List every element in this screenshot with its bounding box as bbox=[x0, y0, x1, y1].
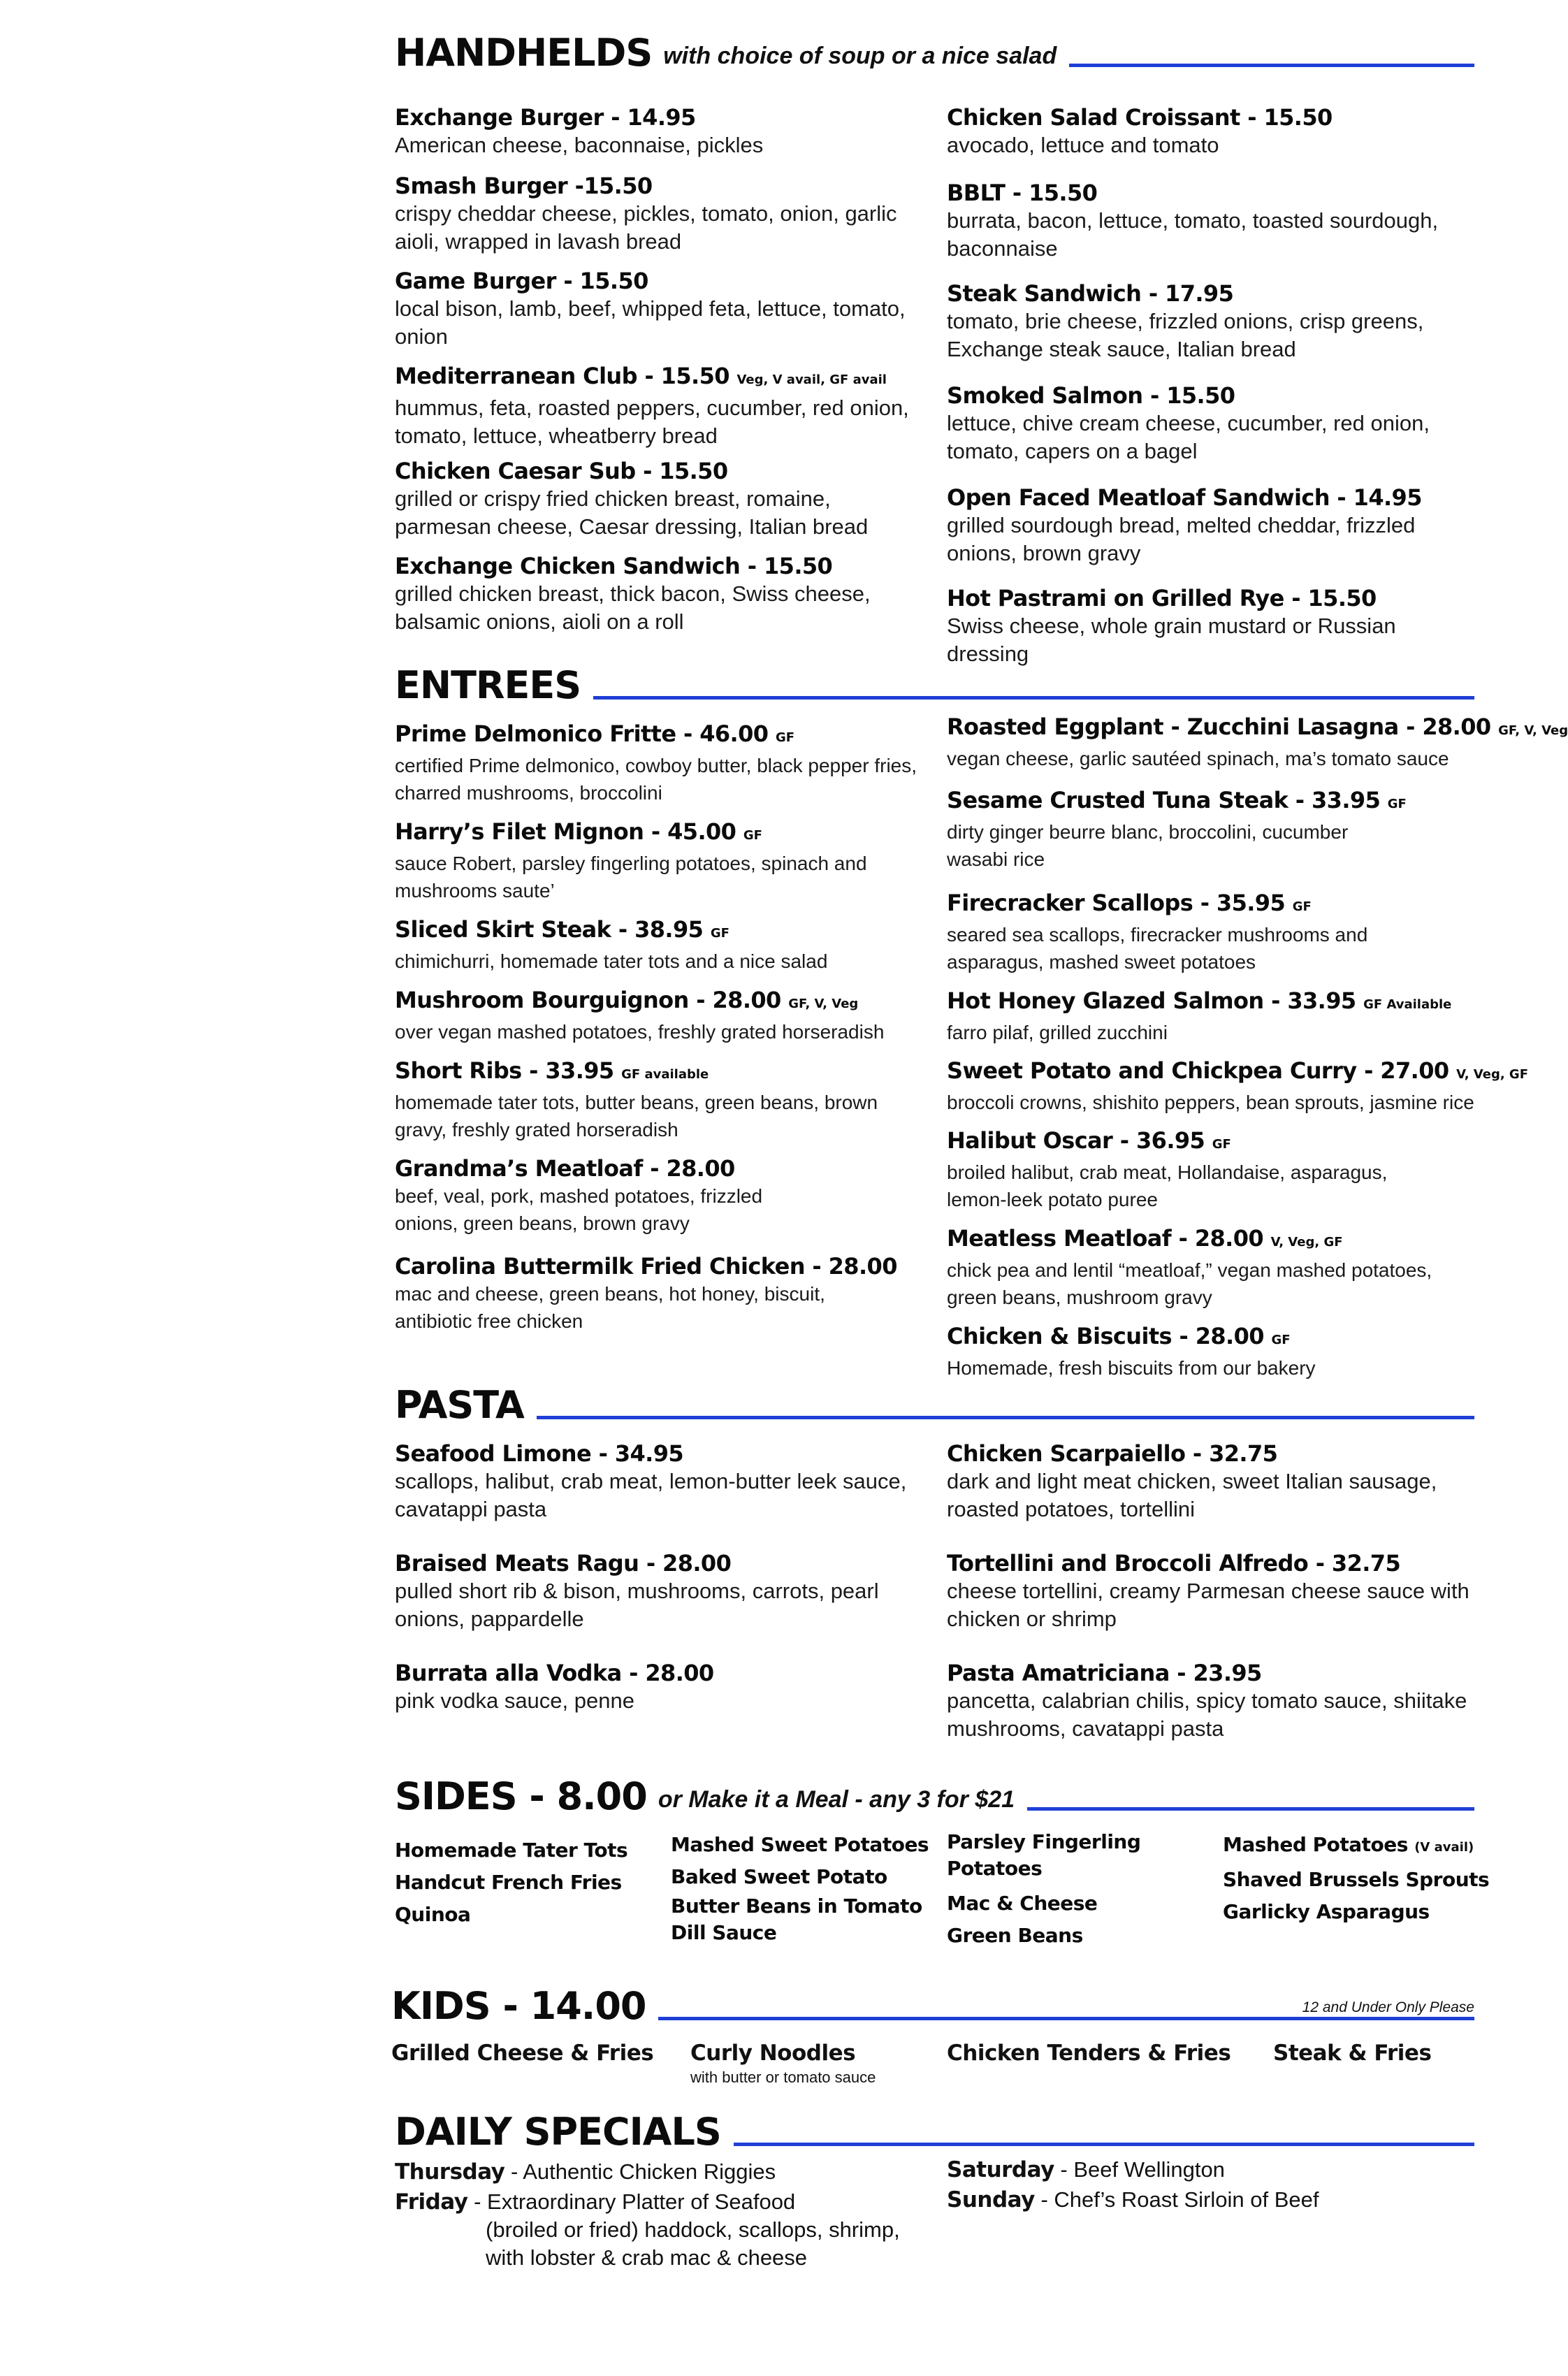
item-name bbox=[395, 720, 926, 752]
item-name: Seafood Limone - 34.95 bbox=[395, 1440, 684, 1467]
handhelds-title: HANDHELDS bbox=[395, 31, 653, 75]
special-friday-detail bbox=[486, 2216, 900, 2272]
item-description: farro pilaf, grilled zucchini bbox=[947, 1022, 1168, 1043]
side-item: Shaved Brussels Sprouts bbox=[1223, 1868, 1490, 1891]
entrees-title: ENTREES bbox=[395, 663, 581, 707]
item-description: tomato, brie cheese, frizzled onions, crisp greens, Exchange steak sauce, Italian bread bbox=[947, 309, 1424, 361]
item-description: over vegan mashed potatoes, freshly grated horseradish bbox=[395, 1021, 885, 1043]
item-description: dark and light meat chicken, sweet Italian sausage, roasted potatoes, tortellini bbox=[947, 1469, 1437, 1521]
menu-item bbox=[395, 1252, 926, 1335]
item-description: Homemade, fresh biscuits from our bakery bbox=[947, 1357, 1316, 1379]
item-description: grilled or crispy fried chicken breast, romaine, parmesan cheese, Caesar dressing, Italian bread bbox=[395, 486, 869, 539]
item-description: lettuce, chive cream cheese, cucumber, red onion, tomato, capers on a bagel bbox=[947, 411, 1430, 463]
item-name-text: Mushroom Bourguignon - 28.00 bbox=[395, 987, 781, 1013]
item-name bbox=[395, 915, 926, 948]
menu-item bbox=[947, 280, 1478, 363]
section-divider bbox=[1069, 64, 1474, 67]
specials-header bbox=[395, 2100, 1474, 2153]
kids-item: Grilled Cheese & Fries bbox=[391, 2041, 654, 2066]
pasta-title: PASTA bbox=[395, 1383, 524, 1427]
pasta-section bbox=[395, 1373, 1474, 1765]
special-dish: Extraordinary Platter of Seafood bbox=[487, 2189, 796, 2214]
item-description: broiled halibut, crab meat, Hollandaise, asparagus, lemon-leek potato puree bbox=[947, 1161, 1388, 1210]
special-separator: - bbox=[1054, 2157, 1074, 2182]
item-description: burrata, bacon, lettuce, tomato, toasted sourdough, baconnaise bbox=[947, 208, 1439, 261]
item-description: certified Prime delmonico, cowboy butter, black pepper fries, charred mushrooms, broccolini bbox=[395, 755, 917, 804]
special-separator: - bbox=[504, 2159, 523, 2184]
menu-item bbox=[947, 786, 1478, 873]
dietary-tag: Veg, V avail, GF avail bbox=[736, 372, 887, 387]
item-name: Pasta Amatriciana - 23.95 bbox=[947, 1660, 1262, 1686]
menu-item bbox=[947, 1440, 1478, 1523]
item-description: grilled sourdough bread, melted cheddar, frizzled onions, brown gravy bbox=[947, 513, 1416, 565]
item-name: Grandma’s Meatloaf - 28.00 bbox=[395, 1155, 735, 1182]
dietary-tag: GF, V, Veg bbox=[788, 997, 859, 1011]
special-detail-line: with lobster & crab mac & cheese bbox=[486, 2245, 808, 2270]
item-name: Exchange Burger - 14.95 bbox=[395, 104, 696, 131]
dietary-tag: (V avail) bbox=[1414, 1840, 1474, 1855]
sides-title: SIDES - 8.00 bbox=[395, 1774, 647, 1818]
item-description: sauce Robert, parsley fingerling potatoes, spinach and mushrooms saute’ bbox=[395, 853, 867, 901]
special-saturday bbox=[947, 2156, 1225, 2184]
item-description: crispy cheddar cheese, pickles, tomato, onion, garlic aioli, wrapped in lavash bread bbox=[395, 201, 897, 254]
item-name: Burrata alla Vodka - 28.00 bbox=[395, 1660, 714, 1686]
item-name-text: Firecracker Scallops - 35.95 bbox=[947, 890, 1286, 916]
item-name: Chicken Salad Croissant - 15.50 bbox=[947, 104, 1333, 131]
item-name-text: Halibut Oscar - 36.95 bbox=[947, 1127, 1205, 1154]
item-description: dirty ginger beurre blanc, broccolini, cucumber wasabi rice bbox=[947, 821, 1349, 870]
item-description: hummus, feta, roasted peppers, cucumber, red onion, tomato, lettuce, wheatberry bread bbox=[395, 396, 909, 448]
dietary-tag: GF bbox=[776, 730, 795, 745]
item-description: pancetta, calabrian chilis, spicy tomato sauce, shiitake mushrooms, cavatappi pasta bbox=[947, 1688, 1467, 1741]
dietary-tag: GF bbox=[743, 828, 762, 843]
item-name bbox=[395, 986, 926, 1018]
handhelds-header bbox=[395, 21, 1474, 74]
special-thursday bbox=[395, 2158, 776, 2186]
item-description: pink vodka sauce, penne bbox=[395, 1688, 634, 1713]
section-divider bbox=[734, 2143, 1474, 2146]
item-name: Smoked Salmon - 15.50 bbox=[947, 382, 1235, 409]
special-day: Friday bbox=[395, 2189, 468, 2215]
daily-specials-section bbox=[395, 2100, 1474, 2338]
menu-item bbox=[395, 552, 926, 636]
kids-item: Chicken Tenders & Fries bbox=[947, 2041, 1231, 2066]
item-description: homemade tater tots, butter beans, green beans, brown gravy, freshly grated horseradish bbox=[395, 1092, 878, 1140]
item-description: cheese tortellini, creamy Parmesan cheese sauce with chicken or shrimp bbox=[947, 1579, 1469, 1631]
pasta-header bbox=[395, 1373, 1474, 1426]
item-name: Chicken Scarpaiello - 32.75 bbox=[947, 1440, 1278, 1467]
item-name-text: Harry’s Filet Mignon - 45.00 bbox=[395, 818, 736, 845]
item-name-text: Mediterranean Club - 15.50 bbox=[395, 363, 729, 389]
section-divider bbox=[593, 696, 1474, 700]
item-name: Hot Pastrami on Grilled Rye - 15.50 bbox=[947, 585, 1377, 611]
item-description: American cheese, baconnaise, pickles bbox=[395, 133, 764, 157]
kids-section bbox=[391, 1974, 1474, 2100]
specials-title: DAILY SPECIALS bbox=[395, 2110, 721, 2154]
item-description: Swiss cheese, whole grain mustard or Russian dressing bbox=[947, 614, 1396, 666]
menu-item bbox=[947, 484, 1478, 567]
dietary-tag: GF Available bbox=[1363, 997, 1452, 1012]
sides-section bbox=[395, 1765, 1490, 1974]
menu-item bbox=[947, 382, 1478, 465]
sides-column-4 bbox=[1223, 1829, 1490, 1928]
side-item: Homemade Tater Tots bbox=[395, 1839, 628, 1862]
item-name-text: Short Ribs - 33.95 bbox=[395, 1057, 614, 1084]
item-name: Open Faced Meatloaf Sandwich - 14.95 bbox=[947, 484, 1422, 511]
section-divider bbox=[1027, 1807, 1474, 1811]
menu-item bbox=[395, 720, 926, 806]
menu-item bbox=[947, 987, 1478, 1046]
item-name-text: Sweet Potato and Chickpea Curry - 27.00 bbox=[947, 1057, 1449, 1084]
special-dish: Chef’s Roast Sirloin of Beef bbox=[1054, 2187, 1319, 2212]
special-dish: Beef Wellington bbox=[1073, 2157, 1225, 2182]
kids-header bbox=[391, 1974, 1474, 2027]
sides-column-1 bbox=[395, 1834, 660, 1931]
menu-item bbox=[395, 986, 926, 1045]
item-name bbox=[395, 818, 926, 850]
special-detail-line: (broiled or fried) haddock, scallops, shrimp, bbox=[486, 2217, 900, 2242]
item-name: Braised Meats Ragu - 28.00 bbox=[395, 1550, 732, 1577]
entrees-header bbox=[395, 653, 1474, 707]
item-name-text: Roasted Eggplant - Zucchini Lasagna - 28.00 bbox=[947, 713, 1491, 740]
kids-title: KIDS - 14.00 bbox=[391, 1984, 646, 2028]
side-item: Baked Sweet Potato bbox=[671, 1865, 887, 1888]
dietary-tag: GF bbox=[1387, 797, 1407, 811]
item-name: Tortellini and Broccoli Alfredo - 32.75 bbox=[947, 1550, 1401, 1577]
item-description: vegan cheese, garlic sautéed spinach, ma’s tomato sauce bbox=[947, 748, 1449, 769]
item-name-text: Prime Delmonico Fritte - 46.00 bbox=[395, 720, 769, 747]
dietary-tag: GF bbox=[1271, 1333, 1291, 1347]
sides-subtitle: or Make it a Meal - any 3 for $21 bbox=[658, 1786, 1015, 1813]
handhelds-section bbox=[395, 21, 1474, 666]
menu-item bbox=[947, 1057, 1529, 1116]
menu-item bbox=[947, 713, 1568, 772]
special-friday bbox=[395, 2188, 795, 2216]
item-name bbox=[947, 1224, 1478, 1256]
menu-item bbox=[395, 1549, 926, 1633]
item-name-text: Meatless Meatloaf - 28.00 bbox=[947, 1225, 1264, 1252]
entrees-section bbox=[395, 653, 1568, 1379]
kids-note: 12 and Under Only Please bbox=[1302, 1999, 1474, 2015]
special-sunday bbox=[947, 2186, 1319, 2214]
item-name: Chicken Caesar Sub - 15.50 bbox=[395, 458, 728, 484]
item-description: local bison, lamb, beef, whipped feta, lettuce, tomato, onion bbox=[395, 296, 906, 349]
item-description: chick pea and lentil “meatloaf,” vegan mashed potatoes, green beans, mushroom gravy bbox=[947, 1259, 1432, 1308]
side-item: Green Beans bbox=[947, 1924, 1083, 1947]
side-item: Mac & Cheese bbox=[947, 1892, 1098, 1915]
menu-item bbox=[947, 1659, 1478, 1743]
side-item: Quinoa bbox=[395, 1903, 471, 1926]
item-name-text: Sliced Skirt Steak - 38.95 bbox=[395, 916, 704, 943]
section-divider bbox=[658, 2017, 1474, 2020]
item-name bbox=[947, 786, 1478, 818]
item-description: chimichurri, homemade tater tots and a nice salad bbox=[395, 950, 828, 972]
item-name-text: Chicken & Biscuits - 28.00 bbox=[947, 1323, 1264, 1349]
item-description: broccoli crowns, shishito peppers, bean sprouts, jasmine rice bbox=[947, 1092, 1474, 1113]
special-day: Sunday bbox=[947, 2187, 1035, 2212]
item-name-text: Sesame Crusted Tuna Steak - 33.95 bbox=[947, 787, 1381, 813]
menu-item bbox=[395, 457, 926, 541]
side-item: Parsley Fingerling Potatoes bbox=[947, 1830, 1141, 1880]
special-dish: Authentic Chicken Riggies bbox=[523, 2159, 776, 2184]
dietary-tag: GF bbox=[1292, 899, 1312, 914]
item-name: Game Burger - 15.50 bbox=[395, 268, 648, 294]
item-name: BBLT - 15.50 bbox=[947, 180, 1098, 206]
kids-item-note: with butter or tomato sauce bbox=[690, 2069, 876, 2086]
item-name: Smash Burger -15.50 bbox=[395, 173, 653, 199]
item-name: Steak Sandwich - 17.95 bbox=[947, 280, 1234, 307]
menu-item bbox=[947, 103, 1478, 159]
item-description: scallops, halibut, crab meat, lemon-butter leek sauce, cavatappi pasta bbox=[395, 1469, 907, 1521]
item-description: grilled chicken breast, thick bacon, Swiss cheese, balsamic onions, aioli on a roll bbox=[395, 581, 871, 634]
item-name bbox=[947, 1127, 1478, 1159]
item-description: avocado, lettuce and tomato bbox=[947, 133, 1219, 157]
menu-item bbox=[395, 267, 926, 351]
menu-item bbox=[395, 915, 926, 975]
item-description: seared sea scallops, firecracker mushrooms and asparagus, mashed sweet potatoes bbox=[947, 924, 1368, 973]
item-name bbox=[947, 889, 1478, 921]
special-day: Saturday bbox=[947, 2157, 1054, 2182]
item-description: pulled short rib & bison, mushrooms, carrots, pearl onions, pappardelle bbox=[395, 1579, 879, 1631]
menu-item bbox=[395, 362, 926, 450]
menu-item bbox=[947, 1224, 1478, 1311]
item-name bbox=[947, 1322, 1478, 1354]
side-item: Handcut French Fries bbox=[395, 1871, 622, 1894]
sides-column-2 bbox=[671, 1829, 936, 1952]
side-item: Butter Beans in Tomato Dill Sauce bbox=[671, 1895, 922, 1944]
menu-item bbox=[395, 1659, 926, 1715]
dietary-tag: V, Veg, GF bbox=[1270, 1235, 1343, 1249]
special-day: Thursday bbox=[395, 2159, 505, 2185]
menu-item bbox=[395, 818, 926, 904]
side-item: Mashed Sweet Potatoes bbox=[671, 1833, 929, 1856]
sides-header bbox=[395, 1765, 1474, 1818]
menu-item bbox=[395, 1440, 926, 1523]
menu-item bbox=[395, 1057, 926, 1143]
menu-item bbox=[947, 1127, 1478, 1213]
menu-item bbox=[395, 172, 926, 256]
kids-item: Steak & Fries bbox=[1273, 2041, 1432, 2066]
item-name bbox=[947, 987, 1478, 1019]
menu-item bbox=[947, 179, 1478, 263]
item-name-text: Hot Honey Glazed Salmon - 33.95 bbox=[947, 987, 1356, 1014]
item-description: beef, veal, pork, mashed potatoes, frizzled onions, green beans, brown gravy bbox=[395, 1185, 763, 1234]
menu-item bbox=[395, 103, 926, 159]
handhelds-subtitle: with choice of soup or a nice salad bbox=[663, 43, 1057, 69]
dietary-tag: GF available bbox=[621, 1067, 709, 1082]
dietary-tag: GF, V, Veg bbox=[1498, 723, 1568, 738]
side-item-name: Mashed Potatoes bbox=[1223, 1833, 1408, 1856]
side-item: Garlicky Asparagus bbox=[1223, 1900, 1430, 1923]
item-description: mac and cheese, green beans, hot honey, biscuit, antibiotic free chicken bbox=[395, 1283, 825, 1332]
item-name bbox=[947, 1057, 1529, 1089]
dietary-tag: GF bbox=[1212, 1137, 1231, 1152]
sides-column-3 bbox=[947, 1829, 1156, 1952]
kids-item: Curly Noodles bbox=[690, 2041, 856, 2066]
special-separator: - bbox=[467, 2189, 488, 2214]
item-name bbox=[395, 362, 926, 394]
item-name: Exchange Chicken Sandwich - 15.50 bbox=[395, 553, 833, 579]
item-name: Carolina Buttermilk Fried Chicken - 28.00 bbox=[395, 1253, 897, 1280]
special-separator: - bbox=[1034, 2187, 1054, 2212]
section-divider bbox=[537, 1416, 1474, 1419]
side-item bbox=[1223, 1829, 1481, 1864]
menu-item bbox=[947, 889, 1478, 976]
dietary-tag: V, Veg, GF bbox=[1456, 1067, 1529, 1082]
dietary-tag: GF bbox=[710, 926, 729, 941]
item-name bbox=[947, 713, 1568, 745]
item-name bbox=[395, 1057, 926, 1089]
menu-item bbox=[395, 1154, 926, 1237]
menu-item bbox=[947, 1549, 1478, 1633]
